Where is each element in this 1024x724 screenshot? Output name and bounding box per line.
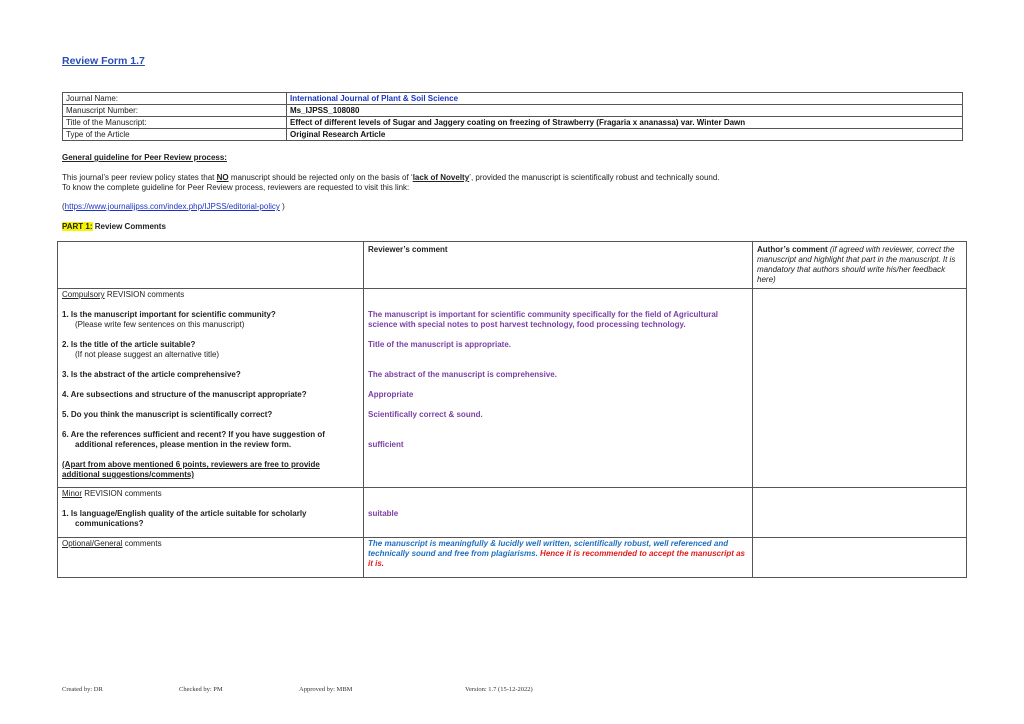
editorial-policy-link[interactable]: https://www.journalijpss.com/index.php/IJPSS/editorial-policy [64,202,280,211]
minor-questions-cell [58,488,364,538]
answer-5: Scientifically correct & sound. [368,410,483,419]
manuscript-number-label: Manuscript Number: [63,105,287,117]
compulsory-label: Compulsory [62,290,105,299]
table-row [63,105,963,117]
question-6-cont: additional references, please mention in the review form. [75,440,292,449]
compulsory-label-rest: REVISION comments [104,290,185,299]
table-row [63,93,963,105]
manuscript-title-value: Effect of different levels of Sugar and Jaggery coating on freezing of Strawberry (Fragaria x ananassa) var. Winter Dawn [287,117,963,129]
form-title: Review Form 1.7 [62,55,145,67]
question-5: 5. Do you think the manuscript is scientifically correct? [62,410,273,419]
table-row [58,488,967,538]
question-1: 1. Is the manuscript important for scientific community? [62,310,276,319]
optional-comment-blue: The manuscript is meaningfully & lucidly well written, scientifically robust, well referenced and technically sound and free from plagiarisms. [368,539,729,558]
table-row [63,129,963,141]
table-row [63,117,963,129]
guideline-text-part: manuscript should be rejected only on the basis of ‘ [228,173,413,182]
table-row [58,242,967,289]
footer-approved: Approved by: MBM [299,686,353,693]
author-comment-header [753,242,967,289]
optional-label: Optional/General [62,539,123,548]
author-compulsory-cell[interactable] [753,289,967,488]
answer-4: Appropriate [368,390,414,399]
minor-question-1: 1. Is language/English quality of the article suitable for scholarly [62,509,307,518]
guideline-heading: General guideline for Peer Review process: [62,153,227,162]
answer-1: The manuscript is important for scientific community specifically for the field of Agricultural science with special notes to post harvest technology, food processing technology. [368,310,718,329]
manuscript-info-table [62,92,963,141]
part1-label: PART 1: [62,222,93,231]
link-paren: ) [279,202,285,211]
guideline-link-line [62,202,285,212]
minor-answer-1: suitable [368,509,399,518]
part1-heading [62,222,166,232]
guideline-link-intro: To know the complete guideline for Peer Review process, reviewers are requested to visit this link: [62,183,410,192]
author-minor-cell[interactable] [753,488,967,538]
guideline-text-part: This journal’s peer review policy states that [62,173,217,182]
compulsory-heading [62,290,359,300]
answer-3: The abstract of the manuscript is comprehensive. [368,370,557,379]
blank-header-cell [58,242,364,289]
question-3: 3. Is the abstract of the article comprehensive? [62,370,241,379]
compulsory-answers-cell [364,289,753,488]
link-paren: ( [62,202,65,211]
reviewer-comment-header: Reviewer’s comment [364,242,753,289]
table-row [58,538,967,578]
question-6: 6. Are the references sufficient and recent? If you have suggestion of [62,430,325,439]
guideline-text [62,173,962,193]
optional-label-rest: comments [122,539,162,548]
journal-label: Journal Name: [63,93,287,105]
minor-label: Minor [62,489,83,498]
compulsory-questions-cell [58,289,364,488]
guideline-paragraph [62,173,962,183]
question-2: 2. Is the title of the article suitable? [62,340,196,349]
article-type-label: Type of the Article [63,129,287,141]
footer-version: Version: 1.7 (15-12-2022) [465,686,533,693]
optional-comment-red: Hence it is recommended to accept the manuscript as it is. [368,549,746,568]
footer-created: Created by: DR [62,686,103,693]
question-2-sub: (If not please suggest an alternative title) [75,350,220,359]
minor-label-rest: REVISION comments [82,489,162,498]
article-type-value: Original Research Article [287,129,963,141]
answer-2: Title of the manuscript is appropriate. [368,340,511,349]
review-comments-table [57,241,967,578]
manuscript-title-label: Title of the Manuscript: [63,117,287,129]
minor-heading [62,489,359,499]
footer-checked: Checked by: PM [179,686,223,693]
guideline-text-part: ’, provided the manuscript is scientifically robust and technically sound. [469,173,720,182]
question-1-sub: (Please write few sentences on this manuscript) [75,320,245,329]
minor-answers-cell [364,488,753,538]
manuscript-number-value: Ms_IJPSS_108080 [287,105,963,117]
author-comment-instruction: (if agreed with reviewer, correct the manuscript and highlight that part in the manuscript. It is mandatory that authors should write his/her feedback here) [757,245,956,284]
minor-question-1-cont: communications? [75,519,144,528]
optional-comment-cell [364,538,753,578]
novelty-emphasis: lack of Novelty [412,173,470,182]
table-row [58,289,967,488]
additional-suggestions-note: (Apart from above mentioned 6 points, reviewers are free to provide additional suggestions/comments) [62,460,320,479]
journal-value: International Journal of Plant & Soil Science [287,93,963,105]
author-comment-title: Author’s comment [757,245,828,254]
question-4: 4. Are subsections and structure of the manuscript appropriate? [62,390,307,399]
part1-text: Review Comments [92,222,166,231]
author-optional-cell[interactable] [753,538,967,578]
optional-label-cell [58,538,364,578]
no-emphasis: NO [216,173,229,182]
answer-6: sufficient [368,440,404,449]
